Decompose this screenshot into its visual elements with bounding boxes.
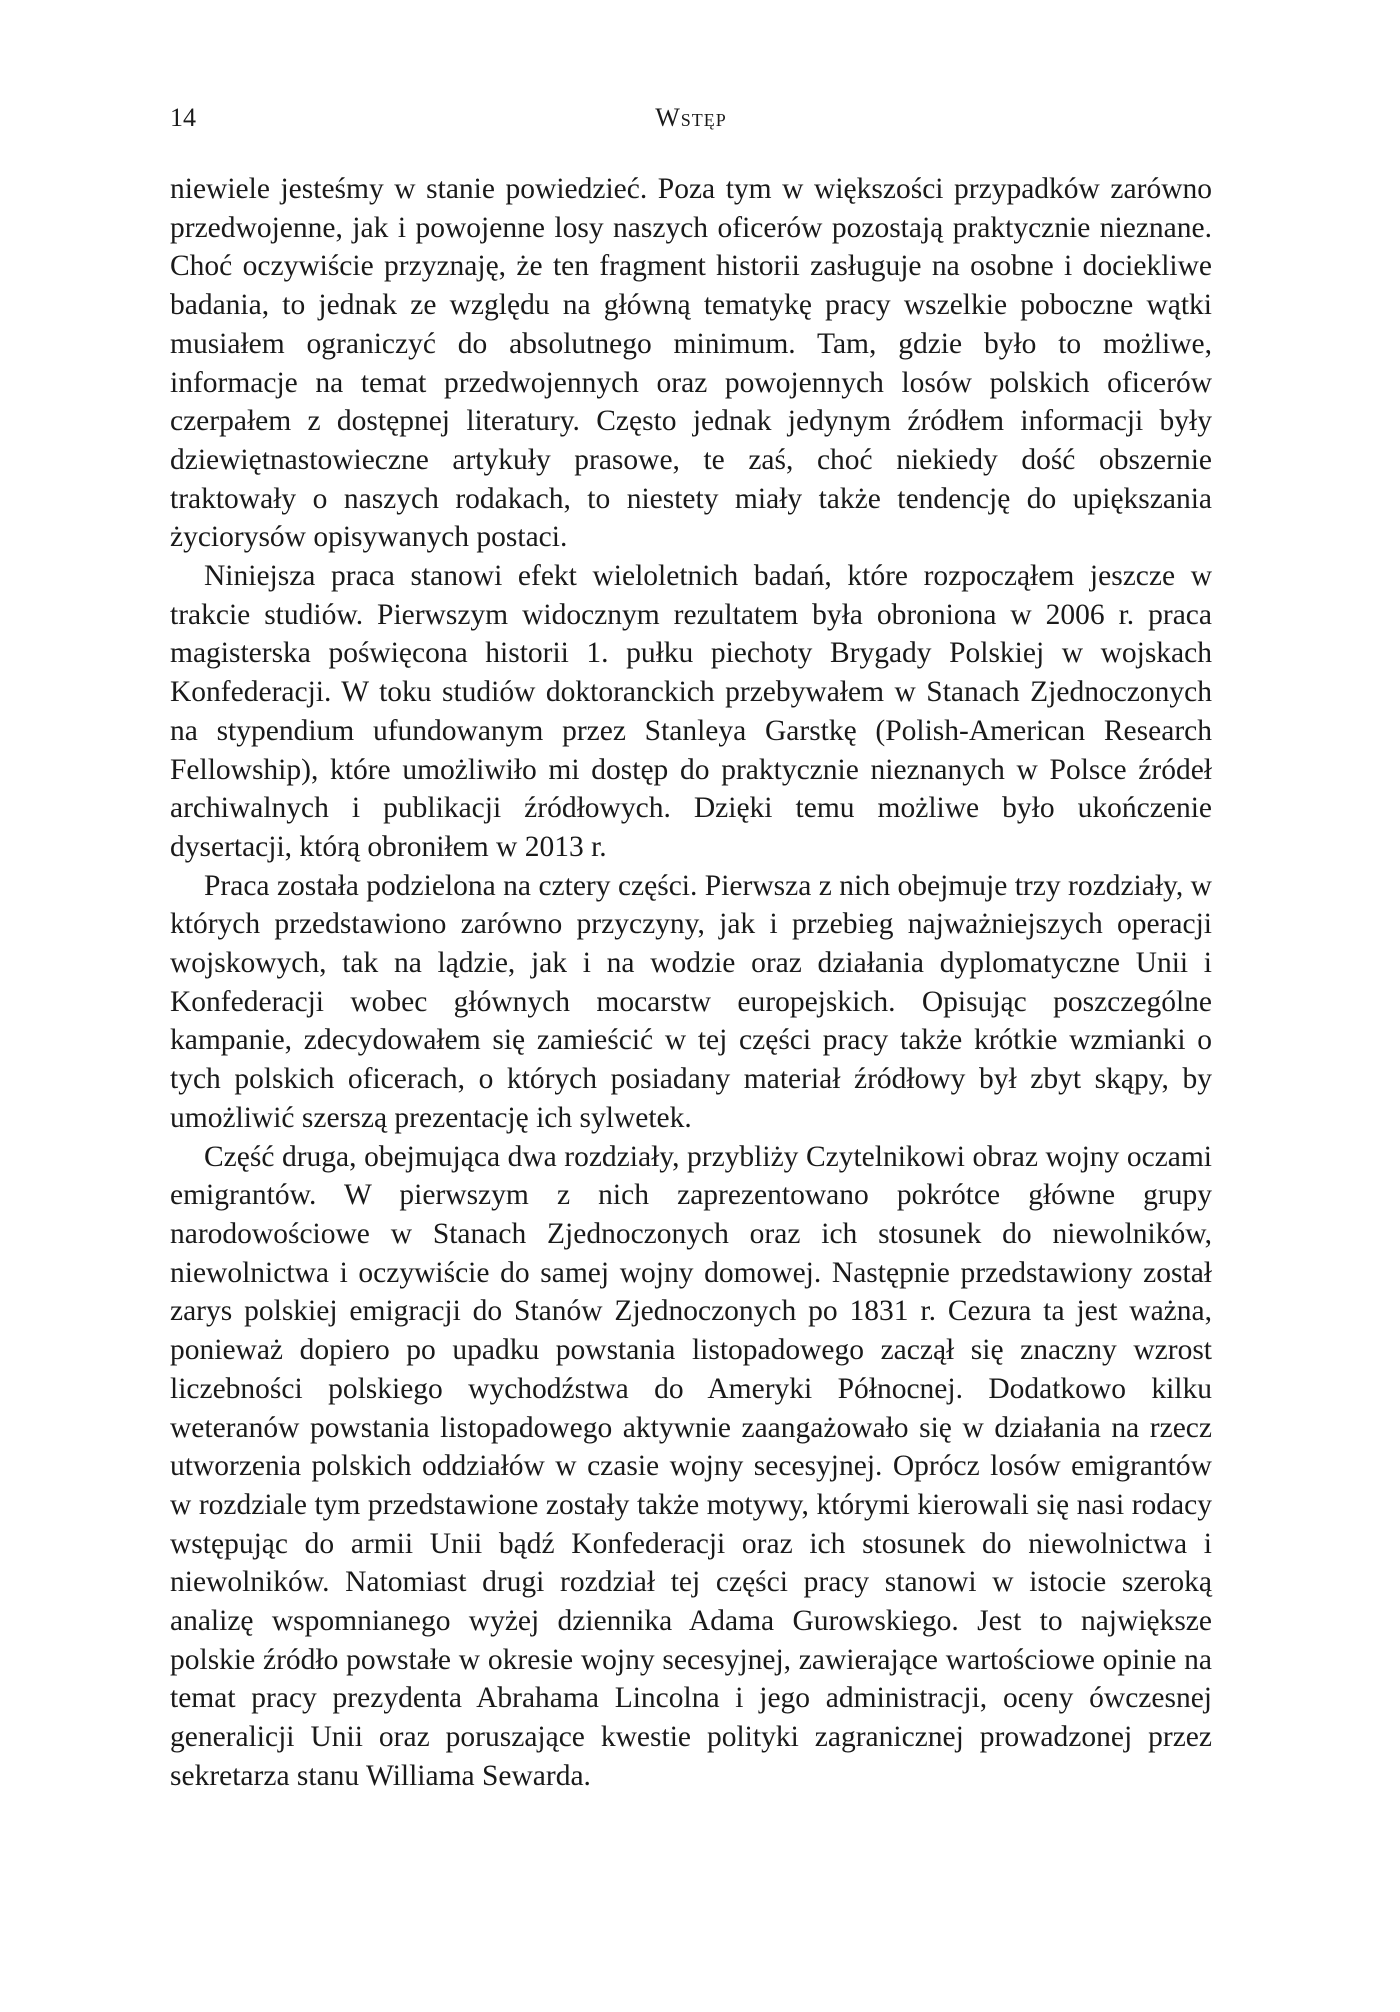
running-head (170, 100, 1212, 136)
section-title: Wstęp (655, 103, 727, 132)
page-number: 14 (170, 103, 196, 132)
paragraph-research-origins: Niniejsza praca stanowi efekt wieloletnich badań, które rozpocząłem jeszcze w trakcie studiów. Pierwszym widocznym rezultatem była obroniona w 2006 r. praca magisterska poświęcona historii 1. pułku piechoty Brygady Polskiej w wojskach Konfederacji. W toku studiów doktoranckich przebywałem w Stanach Zjednoczonych na stypendium ufundowanym przez Stanleya Garstkę (Polish-American Research Fellowship), które umożliwiło mi dostęp do praktycznie nieznanych w Polsce źródeł archiwalnych i publikacji źródłowych. Dzięki temu możliwe było ukończenie dysertacji, którą obroniłem w 2013 r. (170, 560, 1212, 863)
paragraph-part-two-summary: Część druga, obejmująca dwa rozdziały, przybliży Czytelnikowi obraz wojny oczami emigrantów. W pierwszym z nich zaprezentowano pokrótce główne grupy narodowościowe w Stanach Zjednoczonych oraz ich stosunek do niewolników, niewolnictwa i oczywiście do samej wojny domowej. Następnie przedstawiony został zarys polskiej emigracji do Stanów Zjednoczonych po 1831 r. Cezura ta jest ważna, ponieważ dopiero po upadku powstania listopadowego zaczął się znaczny wzrost liczebności polskiego wychodźstwa do Ameryki Północnej. Dodatkowo kilku weteranów powstania listopadowego aktywnie zaangażowało się w działania na rzecz utworzenia polskich oddziałów w czasie wojny secesyjnej. Oprócz losów emigrantów w rozdziale tym przedstawione zostały także motywy, którymi kierowali się nasi rodacy wstępując do armii Unii bądź Konfederacji oraz ich stosunek do niewolnictwa i niewolników. Natomiast drugi rozdział tej części pracy stanowi w istocie szeroką analizę wspomnianego wyżej dziennika Adama Gurowskiego. Jest to największe polskie źródło powstałe w okresie wojny secesyjnej, zawierające wartościowe opinie na temat pracy prezydenta Abrahama Lincolna i jego administracji, oceny ówczesnej generalicji Unii oraz poruszające kwestie polityki zagranicznej prowadzonej przez sekretarza stanu Williama Sewarda. (170, 1140, 1212, 1792)
paragraph-part-one-summary: Praca została podzielona na cztery części. Pierwsza z nich obejmuje trzy rozdziały, w których przedstawiono zarówno przyczyny, jak i przebieg najważniejszych operacji wojskowych, tak na lądzie, jak i na wodzie oraz działania dyplomatyczne Unii i Konfederacji wobec głównych mocarstw europejskich. Opisując poszczególne kampanie, zdecydowałem się zamieścić w tej części pracy także krótkie wzmianki o tych polskich oficerach, o których posiadany materiał źródłowy był zbyt skąpy, by umożliwić szerszą prezentację ich sylwetek. (170, 869, 1212, 1134)
paragraph-continuation: niewiele jesteśmy w stanie powiedzieć. Poza tym w większości przypadków zarówno przedwojenne, jak i powojenne losy naszych oficerów pozostają praktycznie nieznane. Choć oczywiście przyznaję, że ten fragment historii zasługuje na osobne i dociekliwe badania, to jednak ze względu na główną tematykę pracy wszelkie poboczne wątki musiałem ograniczyć do absolutnego minimum. Tam, gdzie było to możliwe, informacje na temat przedwojennych oraz powojennych losów polskich oficerów czerpałem z dostępnej literatury. Często jednak jedynym źródłem informacji były dziewiętnastowieczne artykuły prasowe, te zaś, choć niekiedy dość obszernie traktowały o naszych rodakach, to niestety miały także tendencję do upiększania życiorysów opisywanych postaci. (170, 173, 1212, 554)
body-text (170, 170, 1212, 1796)
